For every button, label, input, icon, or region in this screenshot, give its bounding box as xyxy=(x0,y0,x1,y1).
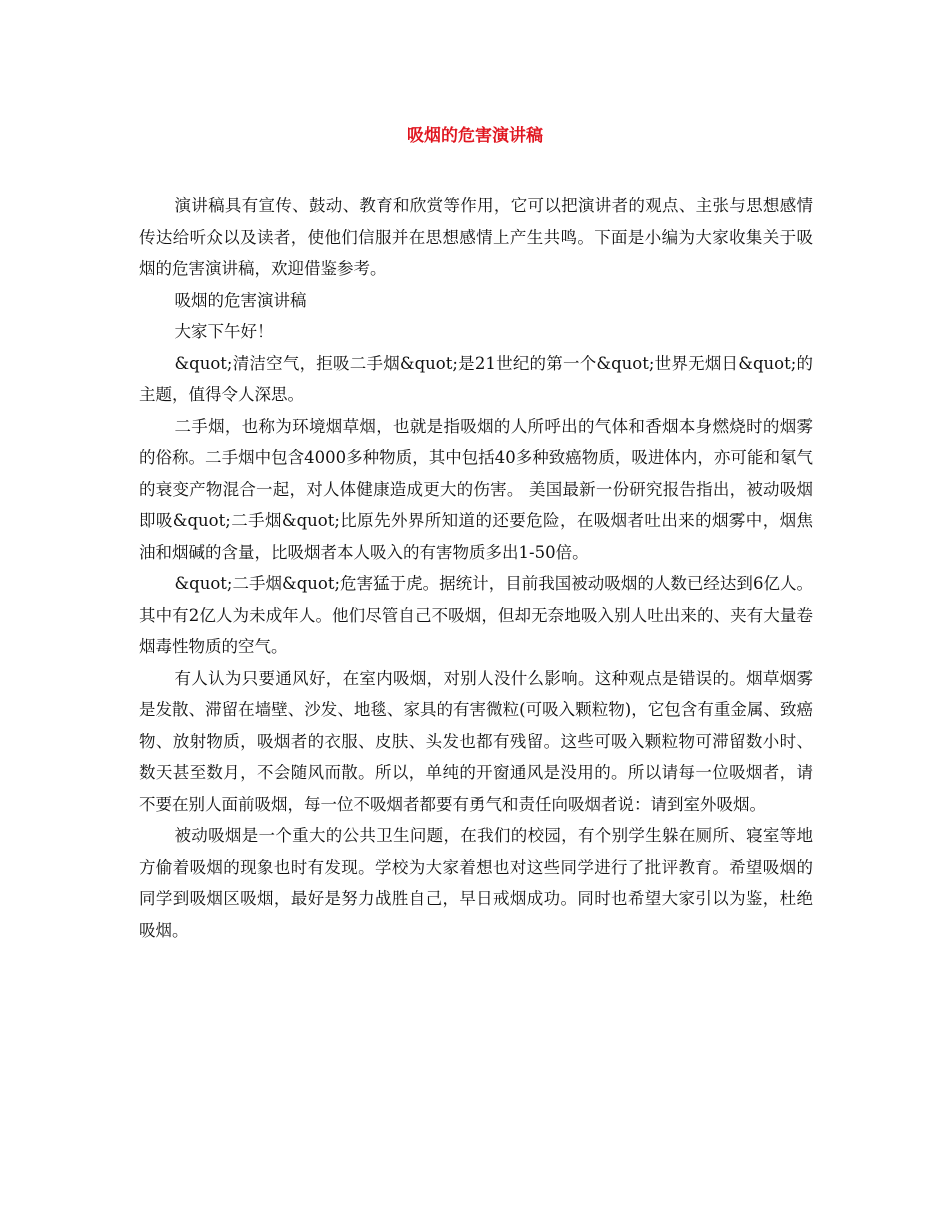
paragraph-campus: 被动吸烟是一个重大的公共卫生问题，在我们的校园，有个别学生躲在厕所、寝室等地方偷着吸烟的现象也时有发现。学校为大家着想也对这些同学进行了批评教育。希望吸烟的同学到吸烟区吸烟，最好是努力战胜自己，早日戒烟成功。同时也希望大家引以为鉴，杜绝吸烟。 xyxy=(139,826,813,940)
document-title: 吸烟的危害演讲稿 xyxy=(407,126,543,146)
paragraph-ventilation: 有人认为只要通风好，在室内吸烟，对别人没什么影响。这种观点是错误的。烟草烟雾是发散、滞留在墙壁、沙发、地毯、家具的有害微粒(可吸入颗粒物)，它包含有重金属、致癌物、放射物质，吸烟者的衣服、皮肤、头发也都有残留。这些可吸入颗粒物可滞留数小时、数天甚至数月，不会随风而散。所以，单纯的开窗通风是没用的。所以请每一位吸烟者，请不要在别人面前吸烟，每一位不吸烟者都要有勇气和责任向吸烟者说：请到室外吸烟。 xyxy=(139,668,813,814)
paragraph-heading: 吸烟的危害演讲稿 xyxy=(174,290,307,310)
paragraph-statistics: &quot;二手烟&quot;危害猛于虎。据统计，目前我国被动吸烟的人数已经达到6亿人。其中有2亿人为未成年人。他们尽管自己不吸烟，但却无奈地吸入别人吐出来的、夹有大量卷烟毒性物质的空气。 xyxy=(139,574,813,656)
document-body xyxy=(139,190,813,946)
paragraph-secondhand-smoke: 二手烟，也称为环境烟草烟，也就是指吸烟的人所呼出的气体和香烟本身燃烧时的烟雾的俗称。二手烟中包含4000多种物质，其中包括40多种致癌物质，吸进体内，亦可能和氡气的衰变产物混合一起，对人体健康造成更大的伤害。 美国最新一份研究报告指出，被动吸烟即吸&quot;二手烟&quot;比原先外界所知道的还要危险，在吸烟者吐出来的烟雾中，烟焦油和烟碱的含量，比吸烟者本人吸入的有害物质多出1-50倍。 xyxy=(139,416,813,562)
paragraph-theme: &quot;清洁空气，拒吸二手烟&quot;是21世纪的第一个&quot;世界无烟日&quot;的主题，值得令人深思。 xyxy=(139,353,813,404)
paragraph-greeting: 大家下午好！ xyxy=(174,322,274,341)
paragraph-intro: 演讲稿具有宣传、鼓动、教育和欣赏等作用，它可以把演讲者的观点、主张与思想感情传达给听众以及读者，使他们信服并在思想感情上产生共鸣。下面是小编为大家收集关于吸烟的危害演讲稿，欢迎借鉴参考。 xyxy=(139,196,813,278)
